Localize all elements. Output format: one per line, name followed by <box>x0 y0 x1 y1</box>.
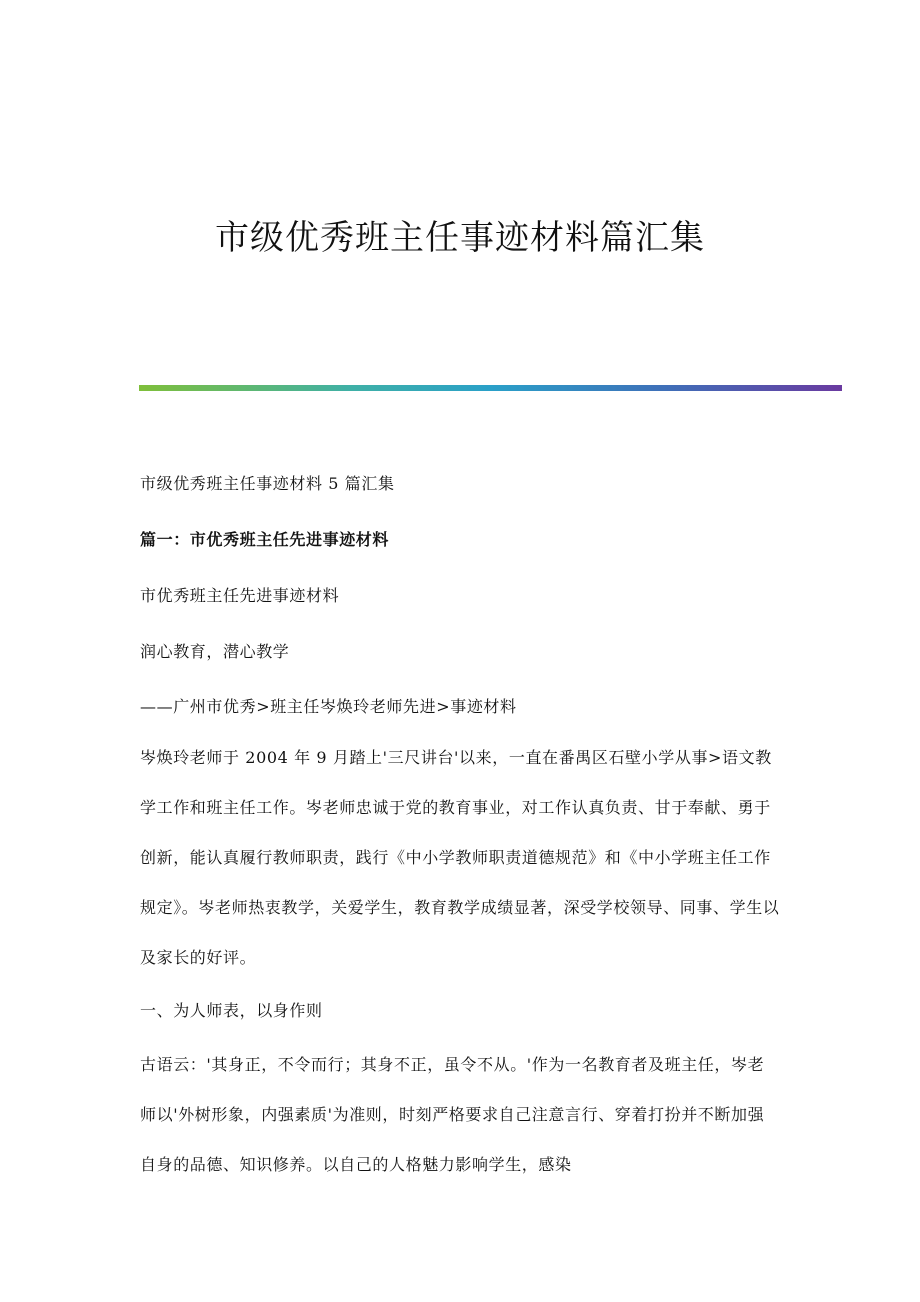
intro-paragraph: 岑焕玲老师于 2004 年 9 月踏上'三尺讲台'以来，一直在番禺区石壁小学从事>语文教学工作和班主任工作。岑老师忠诚于党的教育事业，对工作认真负责、甘于奉献、勇于创新，能认真履行教师职责，践行《中小学教师职责道德规范》和《中小学班主任工作规定》。岑老师热衷教学，关爱学生，教育教学成绩显著，深受学校领导、同事、学生以及家长的好评。 <box>140 748 780 967</box>
article-byline: ——广州市优秀>班主任岑焕玲老师先进>事迹材料 <box>140 697 517 716</box>
document-title: 市级优秀班主任事迹材料篇汇集 <box>215 218 705 258</box>
title-divider <box>139 385 842 391</box>
article-motto: 润心教育，潜心教学 <box>140 642 290 661</box>
document-subtitle: 市级优秀班主任事迹材料 5 篇汇集 <box>140 474 395 493</box>
section-heading: 篇一：市优秀班主任先进事迹材料 <box>140 530 390 549</box>
article-title: 市优秀班主任先进事迹材料 <box>140 586 340 605</box>
point-one-heading: 一、为人师表，以身作则 <box>140 1001 323 1020</box>
point-one-body: 古语云：'其身正，不令而行；其身不正，虽令不从。'作为一名教育者及班主任，岑老师以'外树形象，内强素质'为准则，时刻严格要求自己注意言行、穿着打扮并不断加强自身的品德、知识修养。以自己的人格魅力影响学生，感染 <box>140 1055 765 1174</box>
